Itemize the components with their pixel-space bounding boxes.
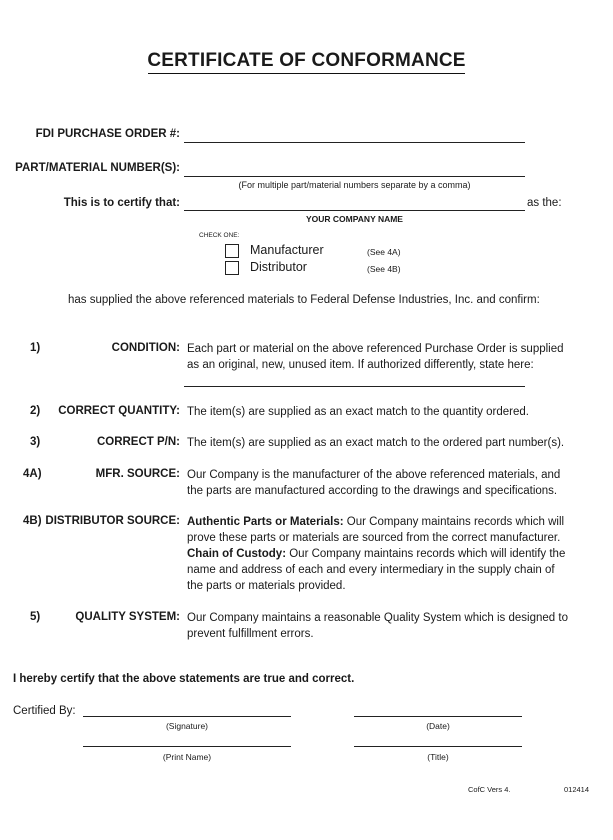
- certified-by-label: Certified By:: [13, 705, 76, 717]
- signature-field[interactable]: [83, 716, 291, 717]
- condition-explanation-field[interactable]: [184, 386, 525, 387]
- title-caption: (Title): [427, 752, 449, 762]
- po-label: FDI PURCHASE ORDER #:: [35, 128, 180, 140]
- item-text-condition: [187, 341, 564, 373]
- text-line: the parts are manufactured according to the drawings and specifications.: [187, 485, 558, 497]
- item-text-quality-system: [187, 610, 568, 642]
- chain-of-custody-heading: Chain of Custody:: [187, 548, 287, 560]
- text-line: The item(s) are supplied as an exact match to the quantity ordered.: [187, 406, 529, 418]
- item-number: 4A): [23, 468, 42, 480]
- document-code: 012414: [564, 785, 590, 794]
- text-line: prevent fulfillment errors.: [187, 628, 314, 640]
- item-text-part-number: [187, 435, 564, 451]
- company-name-field[interactable]: [184, 210, 525, 211]
- text-line: The item(s) are supplied as an exact match to the ordered part number(s).: [187, 437, 565, 449]
- item-number: 4B): [23, 515, 42, 527]
- item-number: 1): [30, 342, 41, 354]
- certify-label: This is to certify that:: [63, 197, 180, 209]
- title-field[interactable]: [354, 746, 522, 747]
- distributor-ref: (See 4B): [367, 264, 401, 274]
- company-name-caption: YOUR COMPANY NAME: [306, 214, 403, 224]
- item-number: 3): [30, 436, 41, 448]
- part-number-label: PART/MATERIAL NUMBER(S):: [15, 162, 180, 174]
- title-underline: [148, 73, 465, 74]
- authentic-parts-heading: Authentic Parts or Materials:: [187, 516, 344, 528]
- distributor-checkbox[interactable]: [225, 261, 239, 275]
- certification-statement: I hereby certify that the above statements are true and correct.: [13, 673, 355, 685]
- item-number: 2): [30, 405, 41, 417]
- item-label-condition: CONDITION:: [111, 342, 180, 354]
- print-name-caption: (Print Name): [162, 752, 212, 762]
- text-line: Our Company maintains a reasonable Quality System which is designed to: [187, 612, 568, 624]
- item-text-mfr-source: [187, 467, 560, 499]
- print-name-field[interactable]: [83, 746, 291, 747]
- text-line: Our Company is the manufacturer of the above referenced materials, and: [187, 469, 561, 481]
- text-line: the parts or materials provided.: [187, 580, 346, 592]
- manufacturer-label: Manufacturer: [250, 243, 324, 257]
- text-line: Each part or material on the above referenced Purchase Order is supplied: [187, 343, 564, 355]
- part-number-note: (For multiple part/material numbers separate by a comma): [238, 180, 471, 190]
- po-field[interactable]: [184, 142, 525, 143]
- certify-suffix: as the:: [527, 197, 562, 209]
- item-text-quantity: [187, 404, 529, 420]
- chain-of-custody-text: Our Company maintains records which will identify the: [286, 548, 566, 560]
- text-line: [187, 514, 565, 530]
- item-label-mfr-source: MFR. SOURCE:: [95, 468, 180, 480]
- item-label-quantity: CORRECT QUANTITY:: [58, 405, 180, 417]
- manufacturer-checkbox[interactable]: [225, 244, 239, 258]
- item-label-quality-system: QUALITY SYSTEM:: [75, 611, 180, 623]
- item-number: 5): [30, 611, 41, 623]
- item-label-part-number: CORRECT P/N:: [96, 436, 180, 448]
- distributor-label: Distributor: [250, 260, 307, 274]
- text-line: prove these parts or materials are sourced from the correct manufacturer.: [187, 532, 561, 544]
- date-field[interactable]: [354, 716, 522, 717]
- version-label: CofC Vers 4.: [468, 785, 511, 794]
- manufacturer-ref: (See 4A): [367, 247, 401, 257]
- check-one-heading: CHECK ONE:: [199, 232, 240, 239]
- date-caption: (Date): [426, 721, 450, 731]
- part-number-field[interactable]: [184, 176, 525, 177]
- text-line: name and address of each and every intermediary in the supply chain of: [187, 564, 555, 576]
- item-text-distributor-source: [187, 514, 565, 594]
- text-line: as an original, new, unused item. If authorized differently, state here:: [187, 359, 534, 371]
- document-title: CERTIFICATE OF CONFORMANCE: [147, 50, 466, 71]
- intro-text: has supplied the above referenced materials to Federal Defense Industries, Inc. and confirm:: [68, 294, 540, 306]
- signature-caption: (Signature): [165, 721, 209, 731]
- text-line: [187, 546, 565, 562]
- item-label-distributor-source: DISTRIBUTOR SOURCE:: [45, 515, 180, 527]
- authentic-parts-text: Our Company maintains records which will: [343, 516, 565, 528]
